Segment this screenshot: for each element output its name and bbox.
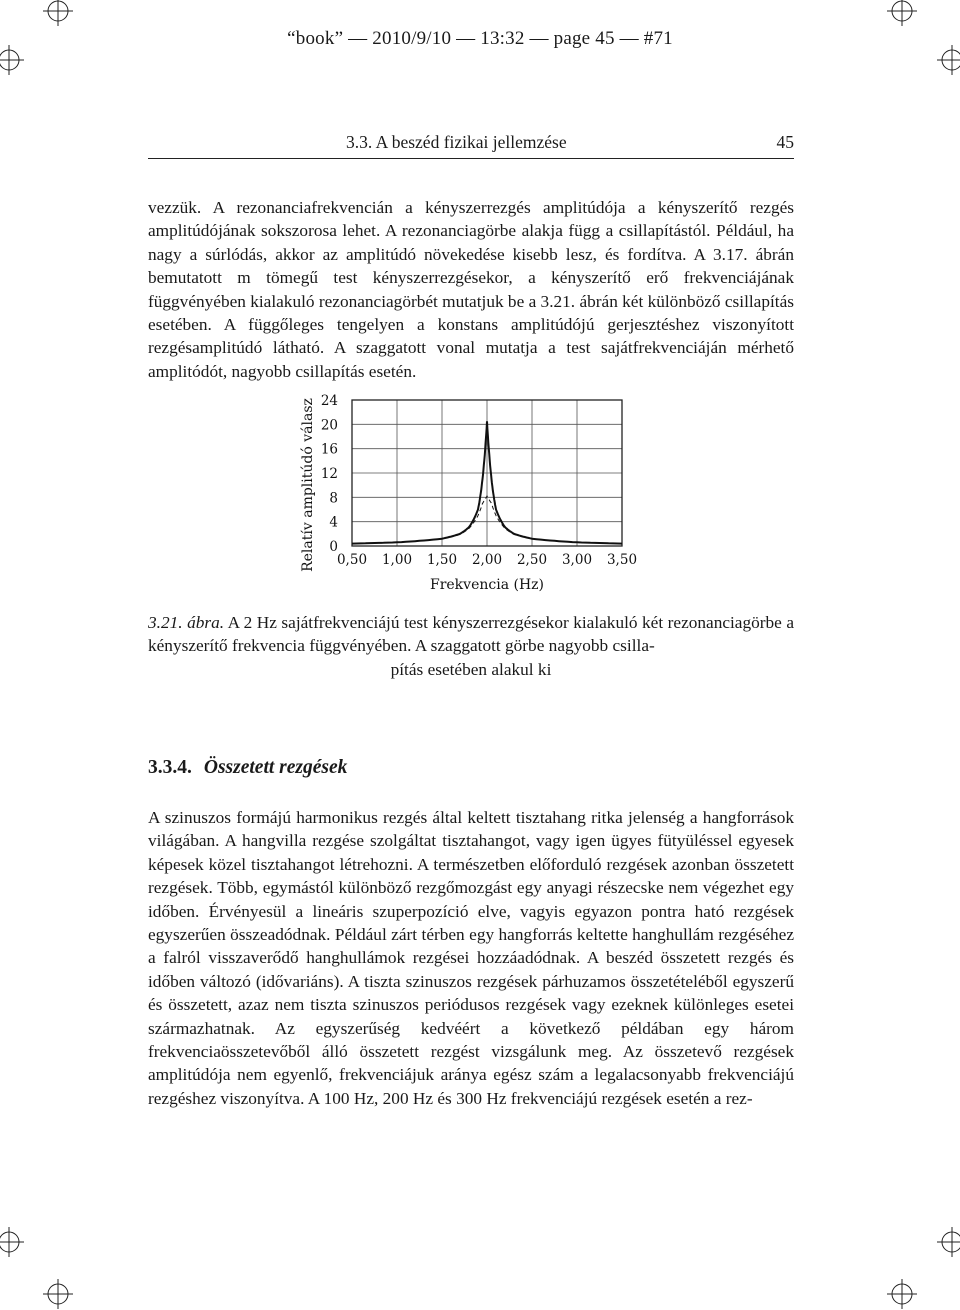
y-tick-label: 24 — [320, 393, 338, 409]
y-tick-label: 8 — [329, 490, 338, 507]
crop-mark-icon — [43, 1279, 73, 1309]
caption-text: A 2 Hz sajátfrekvenciájú test kényszerrezgésekor kialakuló két rezonanciagörbe a kényszerítő frekvencia függvényében. A szaggatott görbe nagyobb csilla- — [148, 613, 794, 656]
page-number: 45 — [776, 132, 794, 152]
section-heading — [148, 757, 347, 779]
x-tick-label: 2,50 — [516, 552, 548, 568]
x-tick-label: 1,50 — [426, 552, 458, 568]
x-tick-label: 0,50 — [336, 552, 368, 568]
x-tick-label: 3,00 — [561, 552, 593, 568]
header-rule — [148, 158, 794, 159]
x-tick-label: 1,00 — [381, 552, 413, 568]
crop-mark-icon — [43, 0, 73, 26]
section-title: Összetett rezgések — [203, 757, 348, 778]
y-tick-label: 4 — [329, 514, 338, 531]
crop-mark-icon — [937, 1227, 960, 1257]
body-paragraph: vezzük. A rezonanciafrekvencián a kényszerrezgés amplitúdója a kényszerítő rezgés amplitúdójának sokszorosa lehet. A rezonanciagörbe alakja függ a csillapítástól. Például, ha nagy a súrlódás, akkor az amplitúdó növekedése kisebb lesz, és fordítva. A 3.17. ábrán bemutatott m tömegű test kényszerrezgésekor, a kényszerítő erő frekvenciájának függvényében kialakuló rezonanciagörbét mutatjuk be a 3.21. ábrán két különböző csillapítás esetében. A függőleges tengelyen a konstans amplitúdójú gerjesztéshez viszonyított rezgésamplitúdó látható. A szaggatott vonal mutatja a test sajátfrekvenciáján mérhető amplitódót, nagyobb csillapítás esetén. — [148, 198, 794, 381]
draft-header: “book” — 2010/9/10 — 13:32 — page 45 — #71 — [287, 28, 673, 49]
crop-mark-icon — [887, 0, 917, 26]
y-tick-label: 0 — [329, 539, 338, 555]
y-tick-label: 16 — [320, 441, 338, 458]
resonance-figure — [296, 388, 656, 598]
figure-caption — [148, 611, 794, 681]
x-tick-label: 2,00 — [471, 552, 503, 568]
section-number: 3.3.4. — [148, 757, 192, 778]
running-head-section: 3.3. A beszéd fizikai jellemzése — [346, 132, 567, 152]
y-axis-label: Relatív amplitúdó válasz — [300, 398, 316, 572]
y-tick-label: 12 — [320, 466, 338, 482]
x-axis-label: Frekvencia (Hz) — [429, 577, 545, 593]
crop-mark-icon — [0, 1227, 24, 1257]
caption-label: 3.21. ábra. — [148, 613, 225, 632]
y-tick-label: 20 — [320, 417, 338, 434]
x-tick-label: 3,50 — [606, 552, 638, 568]
resonance-chart — [296, 388, 656, 598]
crop-mark-icon — [887, 1279, 917, 1309]
caption-last-line: pítás esetében alakul ki — [390, 659, 552, 679]
body-paragraph: A szinuszos formájú harmonikus rezgés által keltett tisztahang ritka jelenség a hangforrások világában. A hangvilla rezgése szolgáltat tisztahangot, vagy igen ügyes fütyüléssel egyesek képesek közel tisztahangot létrehozni. A természetben előforduló rezgések azonban összetett rezgések. Több, egymástól különböző rezgőmozgást egy anyagi részecske nem végezhet egy időben. Érvényesül a lineáris szuperpozíció elve, vagyis egyazon pontra ható rezgések egyszerűen összeadódnak. Például zárt térben egy hangforrás keltette hanghullám rezgéséhez a falról visszaverődő hanghullámok rezgései hozzáadódnak. A beszéd összetett rezgés és időben változó (idővariáns). A tiszta szinuszos rezgések párhuzamos összetételéből egyszerű és összetett, azaz nem tiszta szinuszos periódusos rezgések vagy ezeknek különleges esetei származhatnak. Az egyszerűség kedvéért a következő példában egy három frekvenciaösszetevőből álló összetett rezgést vizsgálunk meg. Az összetevő rezgések amplitúdója nem egyenlő, frekvenciájuk aránya egész szám a legalacsonyabb frekvenciájú rezgéshez viszonyítva. A 100 Hz, 200 Hz és 300 Hz frekvenciájú rezgések esetén a rez- — [148, 808, 794, 1108]
